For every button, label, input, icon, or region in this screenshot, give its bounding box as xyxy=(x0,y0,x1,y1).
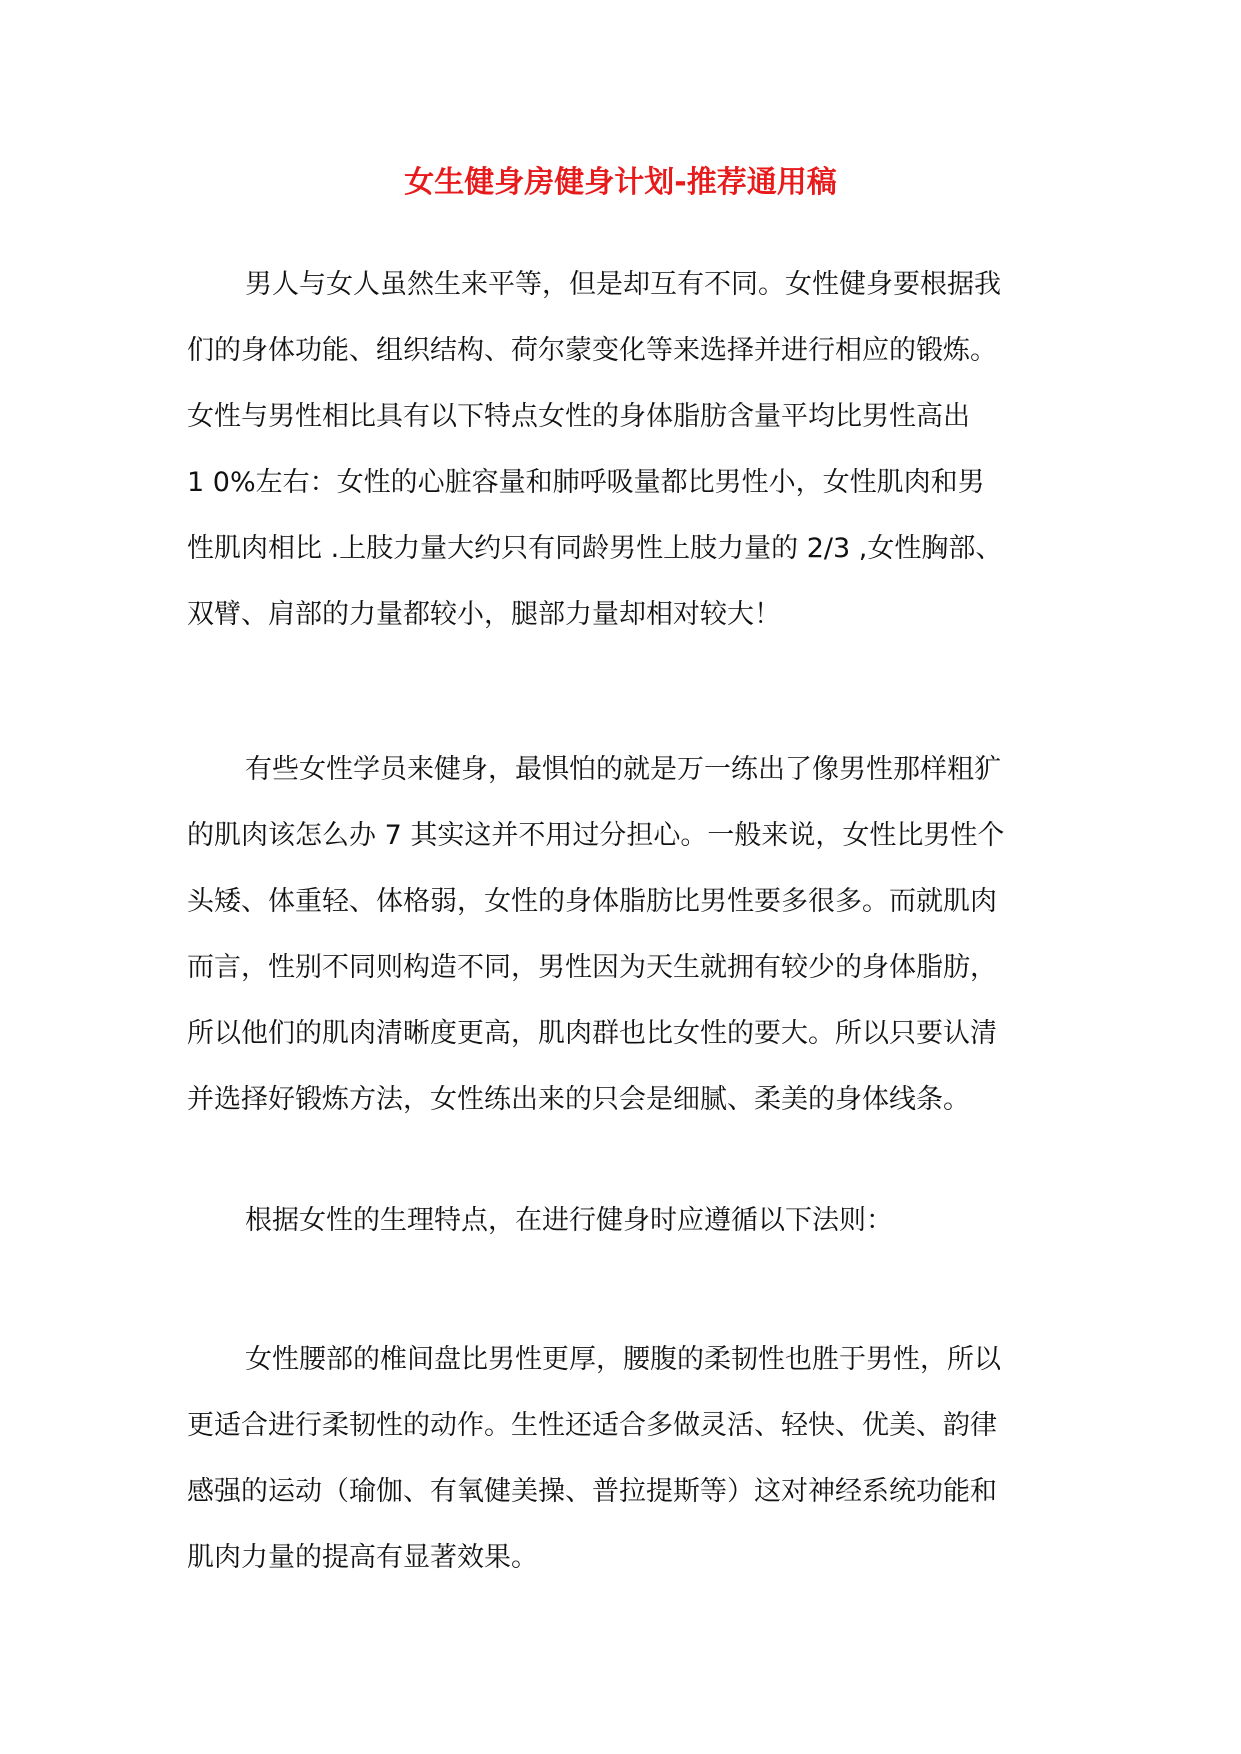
document-title: 女生健身房健身计划-推荐通用稿 xyxy=(404,165,837,200)
paragraph-line: 的肌肉该怎么办 7 其实这并不用过分担心。一般来说，女性比男性个 xyxy=(187,820,1005,851)
paragraph-line: 肌肉力量的提高有显著效果。 xyxy=(187,1542,538,1573)
paragraph-line: 们的身体功能、组织结构、荷尔蒙变化等来选择并进行相应的锻炼。 xyxy=(187,335,997,366)
paragraph-line: 所以他们的肌肉清晰度更高，肌肉群也比女性的要大。所以只要认清 xyxy=(187,1018,997,1049)
paragraph-line: 有些女性学员来健身，最惧怕的就是万一练出了像男性那样粗犷 xyxy=(245,754,1001,785)
paragraph-line: 男人与女人虽然生来平等，但是却互有不同。女性健身要根据我 xyxy=(245,269,1001,300)
paragraph-line: 女性腰部的椎间盘比男性更厚，腰腹的柔韧性也胜于男性，所以 xyxy=(245,1344,1001,1375)
paragraph-line: 根据女性的生理特点，在进行健身时应遵循以下法则： xyxy=(245,1205,893,1236)
paragraph-line: 1 0%左右：女性的心脏容量和肺呼吸量都比男性小，女性肌肉和男 xyxy=(187,467,985,498)
paragraph-line: 更适合进行柔韧性的动作。生性还适合多做灵活、轻快、优美、韵律 xyxy=(187,1410,997,1441)
paragraph-line: 性肌肉相比 .上肢力量大约只有同龄男性上肢力量的 2/3 ,女性胸部、 xyxy=(187,533,1003,564)
paragraph-line: 感强的运动（瑜伽、有氧健美操、普拉提斯等）这对神经系统功能和 xyxy=(187,1476,997,1507)
paragraph-line: 头矮、体重轻、体格弱，女性的身体脂肪比男性要多很多。而就肌肉 xyxy=(187,886,997,917)
paragraph-1 xyxy=(187,252,1067,648)
paragraph-2 xyxy=(187,737,1067,1133)
paragraph-line: 双臂、肩部的力量都较小，腿部力量却相对较大！ xyxy=(187,599,781,630)
paragraph-4 xyxy=(187,1327,1067,1591)
paragraph-line: 并选择好锻炼方法，女性练出来的只会是细腻、柔美的身体线条。 xyxy=(187,1084,970,1115)
paragraph-3 xyxy=(187,1188,1067,1254)
paragraph-line: 而言，性别不同则构造不同，男性因为天生就拥有较少的身体脂肪， xyxy=(187,952,997,983)
paragraph-line: 女性与男性相比具有以下特点女性的身体脂肪含量平均比男性高出 xyxy=(187,401,970,432)
